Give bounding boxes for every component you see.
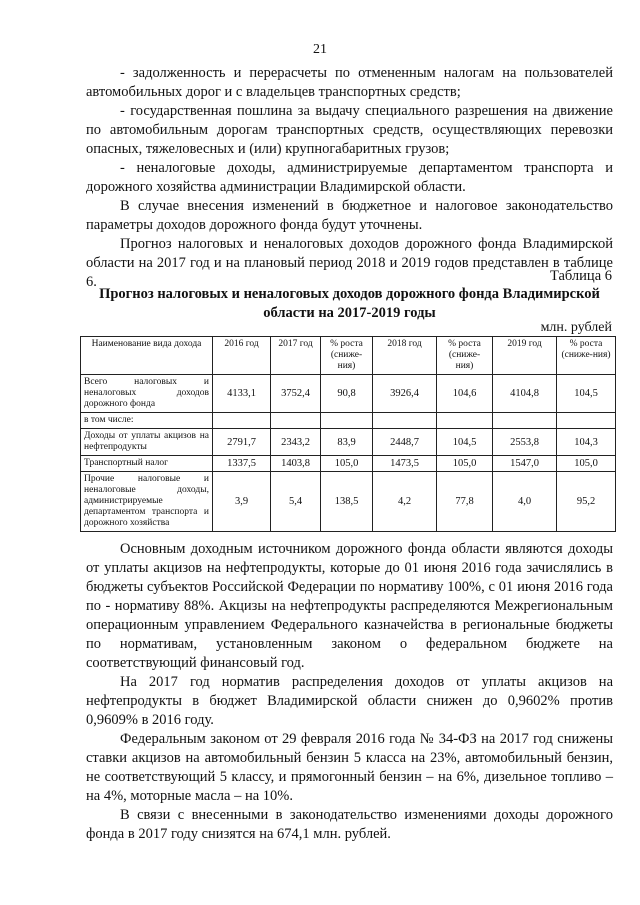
row-name: Доходы от уплаты акцизов на нефтепродукты — [81, 429, 213, 456]
row-name: Транспортный налог — [81, 456, 213, 472]
table-cell: 3926,4 — [373, 375, 437, 413]
header-cell: % роста (сниже-ния) — [557, 337, 616, 375]
table-cell: 105,0 — [321, 456, 373, 472]
table-cell: 83,9 — [321, 429, 373, 456]
paragraph: Федеральным законом от 29 февраля 2016 года № 34-ФЗ на 2017 год снижены ставки акцизов на автомобильный бензин 5 класса на 23%, автомобильный бензин, не соответствующий 5 классу, и прямогонный бензин – на 6%, дизельное топливо – на 4%, моторные масла – на 10%. — [86, 731, 613, 804]
page-number: 21 — [313, 42, 327, 57]
revenue-table — [80, 336, 616, 532]
table-row — [81, 472, 616, 532]
table-title: Прогноз налоговых и неналоговых доходов дорожного фонда Владимирской области на 2017-2019 годы — [99, 286, 600, 321]
table-cell: 4,2 — [373, 472, 437, 532]
table-cell: 104,3 — [557, 429, 616, 456]
table-cell — [271, 413, 321, 429]
table-cell: 2343,2 — [271, 429, 321, 456]
table-units: млн. рублей — [540, 320, 612, 335]
table-cell: 105,0 — [557, 456, 616, 472]
paragraph: Прогноз налоговых и неналоговых доходов дорожного фонда Владимирской области на 2017 год и на плановый период 2018 и 2019 годов представлен в таблице 6. — [86, 236, 613, 290]
table-cell: 4104,8 — [493, 375, 557, 413]
table-cell — [373, 413, 437, 429]
header-cell: 2019 год — [493, 337, 557, 375]
paragraph: В случае внесения изменений в бюджетное и налоговое законодательство параметры доходов дорожного фонда будут уточнены. — [86, 198, 613, 233]
table-cell: 4133,1 — [213, 375, 271, 413]
top-text-block — [86, 64, 613, 292]
header-cell: % роста (сниже-ния) — [437, 337, 493, 375]
table-cell: 2448,7 — [373, 429, 437, 456]
paragraph: - неналоговые доходы, администрируемые департаментом транспорта и дорожного хозяйства администрации Владимирской области. — [86, 160, 613, 195]
table-cell: 104,5 — [437, 429, 493, 456]
table-cell — [557, 413, 616, 429]
table-row — [81, 456, 616, 472]
table-cell: 104,5 — [557, 375, 616, 413]
table-cell: 104,6 — [437, 375, 493, 413]
table-cell: 77,8 — [437, 472, 493, 532]
table-row — [81, 375, 616, 413]
table-row — [81, 429, 616, 456]
table-cell: 3,9 — [213, 472, 271, 532]
paragraph: На 2017 год норматив распределения доходов от уплаты акцизов на нефтепродукты в бюджет Владимирской области снижен до 0,9602% против 0,9609% в 2016 году. — [86, 674, 613, 728]
table-cell: 1403,8 — [271, 456, 321, 472]
table-cell: 90,8 — [321, 375, 373, 413]
paragraph: - задолженность и перерасчеты по отмененным налогам на пользователей автомобильных дорог и с владельцев транспортных средств; — [86, 65, 613, 100]
paragraph: В связи с внесенными в законодательство изменениями доходы дорожного фонда в 2017 году снизятся на 674,1 млн. рублей. — [86, 807, 613, 842]
row-name: Всего налоговых и неналоговых доходов дорожного фонда — [81, 375, 213, 413]
table-cell: 95,2 — [557, 472, 616, 532]
table-label: Таблица 6 — [549, 268, 612, 284]
header-cell: 2018 год — [373, 337, 437, 375]
table-cell: 5,4 — [271, 472, 321, 532]
header-cell: Наименование вида дохода — [81, 337, 213, 375]
table-row — [81, 413, 616, 429]
bottom-text-block — [86, 540, 613, 844]
row-name: в том числе: — [81, 413, 213, 429]
table-cell: 4,0 — [493, 472, 557, 532]
table-cell: 1547,0 — [493, 456, 557, 472]
table-cell: 1337,5 — [213, 456, 271, 472]
table-cell: 2791,7 — [213, 429, 271, 456]
table-cell — [493, 413, 557, 429]
header-cell: 2016 год — [213, 337, 271, 375]
table-cell: 138,5 — [321, 472, 373, 532]
paragraph: - государственная пошлина за выдачу специального разрешения на движение по автомобильным дорогам транспортных средств, осуществляющих перевозки опасных, тяжеловесных и (или) крупногабаритных грузов; — [86, 103, 613, 157]
paragraph: Основным доходным источником дорожного фонда области являются доходы от уплаты акцизов на нефтепродукты, которые до 01 июня 2016 года зачислялись в бюджеты субъектов Российской Федерации по нормативу 100%, с 01 июня 2016 года по - нормативу 88%. Акцизы на нефтепродукты распределяются Межрегиональным операционным управлением Федерального казначейства в региональные бюджеты по нормативам, установленным законом о федеральном бюджете на соответствующий финансовый год. — [86, 541, 613, 671]
table-cell: 2553,8 — [493, 429, 557, 456]
table-cell — [437, 413, 493, 429]
table-cell — [213, 413, 271, 429]
table-header-row — [81, 337, 616, 375]
table-cell: 3752,4 — [271, 375, 321, 413]
header-cell: 2017 год — [271, 337, 321, 375]
table-cell: 1473,5 — [373, 456, 437, 472]
table-cell: 105,0 — [437, 456, 493, 472]
row-name: Прочие налоговые и неналоговые доходы, администрируемые департаментом транспорта и дорожного хозяйства — [81, 472, 213, 532]
table-cell — [321, 413, 373, 429]
header-cell: % роста (сниже-ния) — [321, 337, 373, 375]
